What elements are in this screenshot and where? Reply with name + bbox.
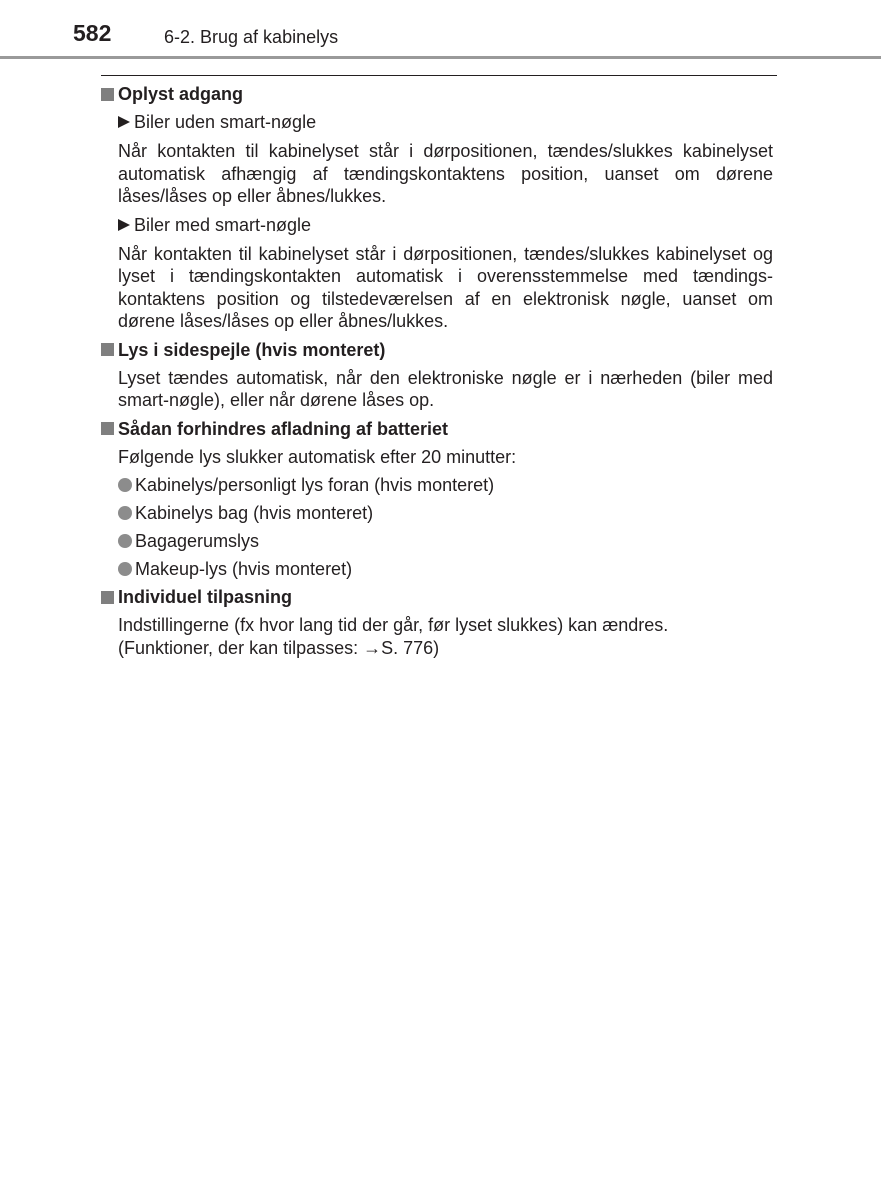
circle-bullet-icon [118,534,132,548]
page-header [0,0,881,60]
triangle-bullet-icon [118,116,130,128]
circle-bullet-icon [118,478,132,492]
section-heading-afladning [101,418,773,440]
section-heading-individuel-tilpasning [101,586,773,608]
header-divider [0,56,881,59]
list-item-text: Kabinelys bag (hvis monteret) [135,503,374,523]
section-heading-text: Lys i sidespejle (hvis monteret) [118,339,386,360]
section-heading-text: Individuel tilpasning [118,587,293,607]
list-item [118,474,773,496]
paragraph: Indstillingerne (fx hvor lang tid der går, før lyset slukkes) kan ændres. [118,615,669,635]
sub-heading-text: Biler uden smart-nøgle [134,112,317,132]
content-divider [101,75,777,76]
square-bullet-icon [101,422,114,435]
sub-heading-text: Biler med smart-nøgle [134,214,312,235]
paragraph: Når kontakten til kabinelyset står i dørpositionen, tændes/slukkes kabinelyset automatisk afhængig af tændingskontaktens position, uanset om dørene låses/låses op eller åbnes/lukkes. [118,141,773,206]
paragraph: Lyset tændes automatisk, når den elektroniske nøgle er i nærheden (biler med smart-nøgle), eller når dørene låses op. [118,367,773,410]
square-bullet-icon [101,88,114,101]
page-reference: (Funktioner, der kan tilpasses: →S. 776) [118,637,440,658]
section-heading-lys-i-sidespejle [101,339,773,361]
circle-bullet-icon [118,562,132,576]
paragraph: Når kontakten til kabinelyset står i dørpositionen, tændes/slukkes kabinelyset og lyset i tændingskontakten automatisk i overensstemmelse med tændings-kontaktens position og tilstedeværelsen af en elektronisk nøgle, uanset om dørene låses/låses op eller åbnes/lukkes. [118,243,773,331]
list-item [118,558,773,580]
list-item-text: Kabinelys/personligt lys foran (hvis monteret) [135,475,495,495]
square-bullet-icon [101,591,114,604]
circle-bullet-icon [118,506,132,520]
page-number: 582 [73,20,112,46]
paragraph: Følgende lys slukker automatisk efter 20 minutter: [118,446,517,467]
page-content [101,83,773,659]
list-item [118,502,773,524]
list-item-text: Makeup-lys (hvis monteret) [135,559,353,579]
sub-heading-uden-smart-noegle [118,111,773,133]
section-heading-text: Oplyst adgang [118,84,244,104]
list-item-text: Bagagerumslys [135,531,260,551]
section-heading-text: Sådan forhindres afladning af batteriet [118,418,449,439]
section-heading-oplyst-adgang [101,83,773,105]
square-bullet-icon [101,343,114,356]
list-item [118,530,773,552]
triangle-bullet-icon [118,219,130,231]
chapter-title: 6-2. Brug af kabinelys [164,27,339,47]
sub-heading-med-smart-noegle [118,214,773,236]
